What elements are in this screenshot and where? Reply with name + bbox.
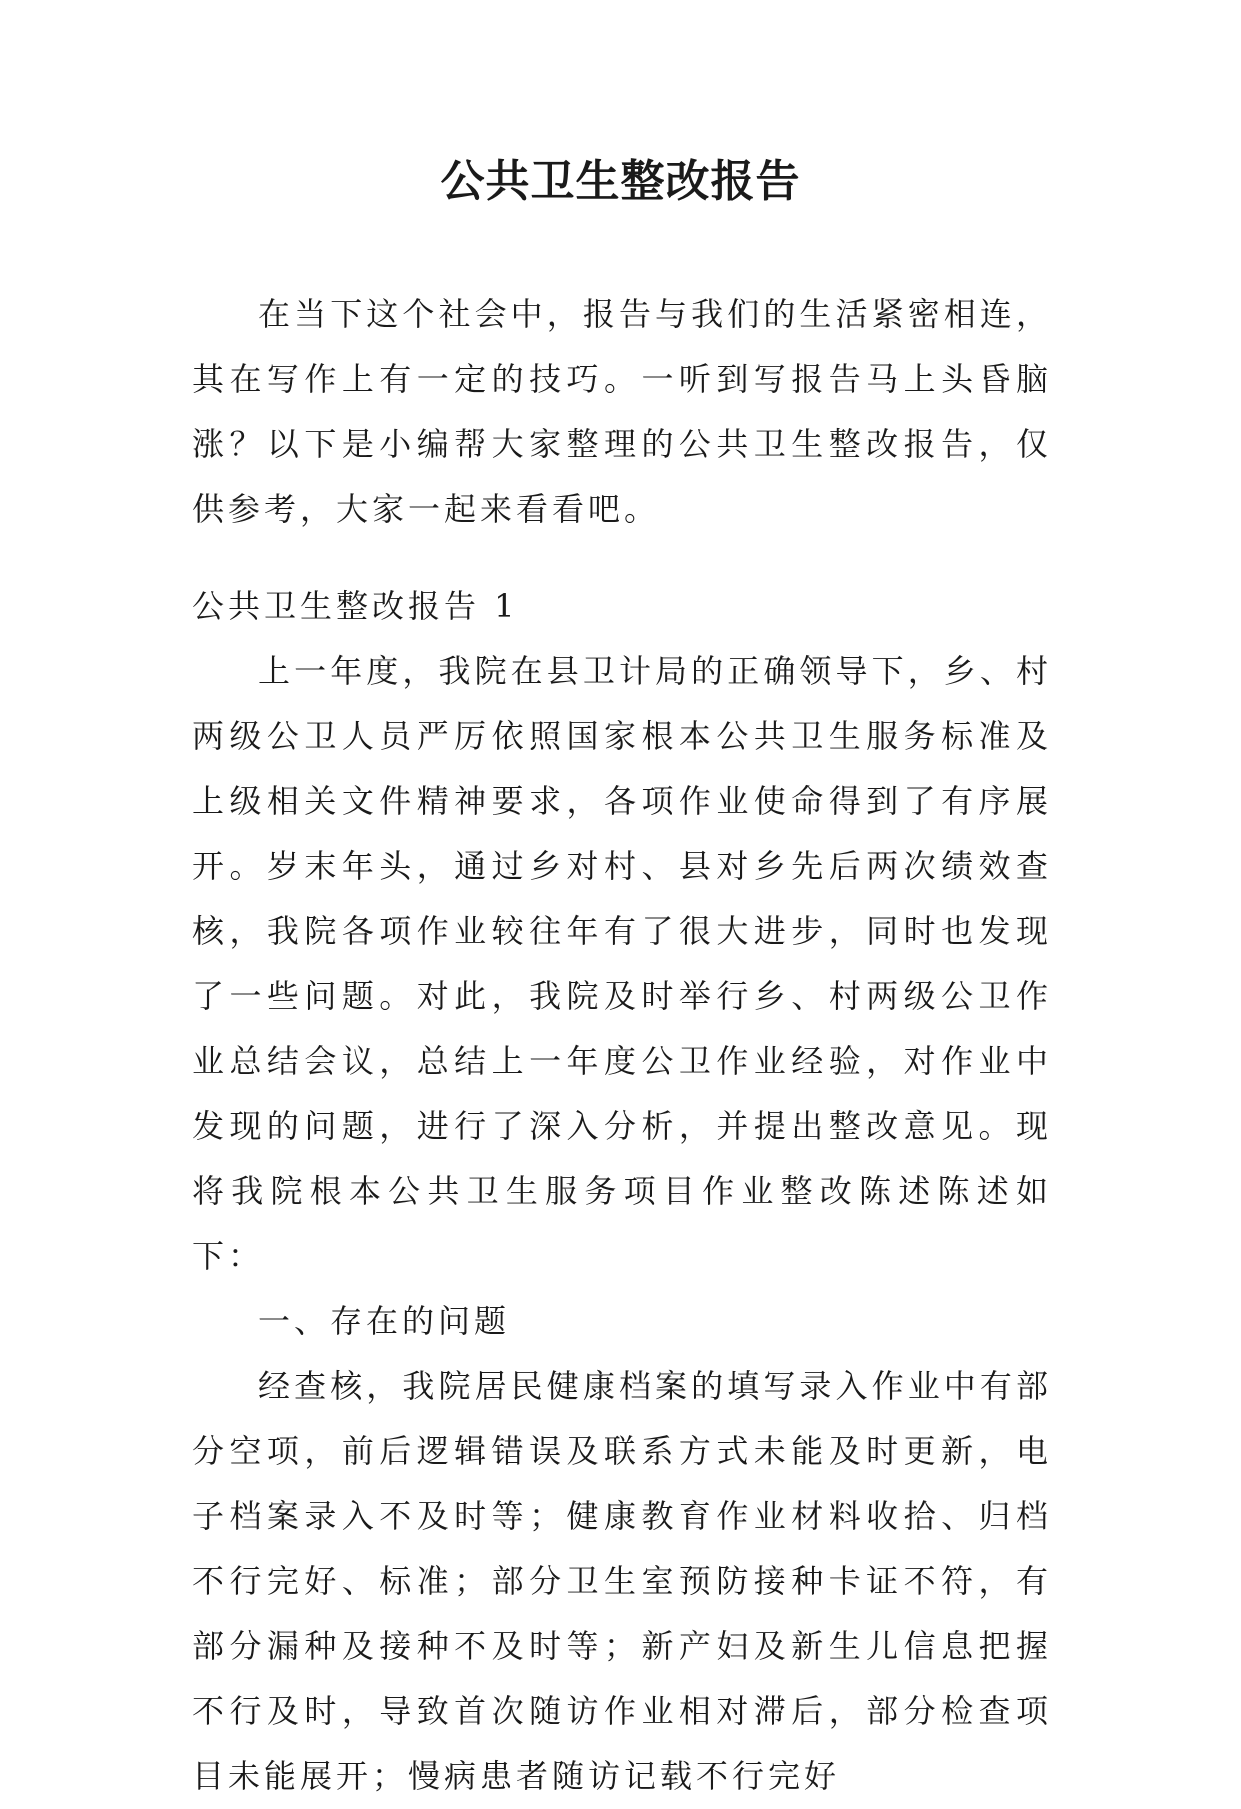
section-heading: 公共卫生整改报告 1 — [192, 587, 519, 625]
paragraph-overview: 上一年度，我院在县卫计局的正确领导下，乡、村两级公卫人员严厉依照国家根本公共卫生服务标准及上级相关文件精神要求，各项作业使命得到了有序展开。岁末年头，通过乡对村、县对乡先后两次绩效查核，我院各项作业较往年有了很大进步，同时也发现了一些问题。对此，我院及时举行乡、村两级公卫作业总结会议，总结上一年度公卫作业经验，对作业中发现的问题，进行了深入分析，并提出整改意见。现将我院根本公共卫生服务项目作业整改陈述陈述如下： — [192, 652, 1052, 1275]
intro-block — [192, 282, 1052, 542]
document-title: 公共卫生整改报告 — [440, 156, 801, 207]
paragraph-problems: 经查核，我院居民健康档案的填写录入作业中有部分空项，前后逻辑错误及联系方式未能及时更新，电子档案录入不及时等；健康教育作业材料收拾、归档不行完好、标准；部分卫生室预防接种卡证不符，有部分漏种及接种不及时等；新产妇及新生儿信息把握不行及时，导致首次随访作业相对滞后，部分检查项目未能展开；慢病患者随访记载不行完好 — [192, 1367, 1052, 1795]
subheading-problems: 一、存在的问题 — [258, 1302, 511, 1340]
intro-paragraph: 在当下这个社会中，报告与我们的生活紧密相连，其在写作上有一定的技巧。一听到写报告马上头昏脑涨？以下是小编帮大家整理的公共卫生整改报告，仅供参考，大家一起来看看吧。 — [192, 295, 1052, 528]
report-section — [192, 574, 1052, 1809]
